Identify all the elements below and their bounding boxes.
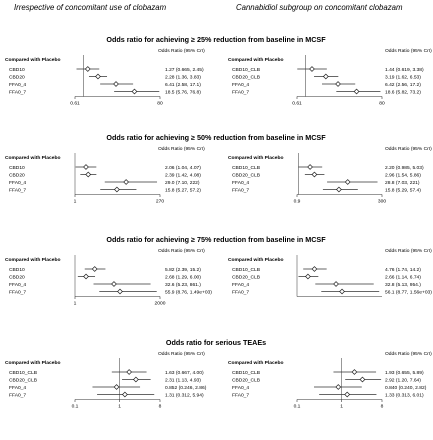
- row-label: CBD10_CLB: [9, 370, 37, 376]
- column-header: Odds Ratio (95% CrI): [158, 249, 205, 254]
- forest-section: [5, 235, 432, 307]
- x-tick-label: 0.1: [293, 404, 301, 410]
- row-label: FFA0_7: [9, 90, 27, 96]
- row-label: FFA0_7: [232, 90, 250, 96]
- x-tick-label: 2000: [154, 301, 166, 307]
- value-label: 1.27 (0.665, 2.45): [165, 67, 204, 73]
- point-estimate-marker: [310, 67, 315, 72]
- forest-row: [232, 370, 424, 376]
- point-estimate-marker: [134, 377, 139, 382]
- forest-row: [9, 74, 201, 80]
- column-header: Odds Ratio (95% CrI): [385, 49, 432, 54]
- row-label: FFA0_7: [9, 188, 27, 194]
- x-tick-label: 80: [379, 101, 385, 107]
- x-tick-label: 1: [73, 199, 77, 205]
- point-estimate-marker: [96, 74, 101, 79]
- group-label: Compared with Placebo: [5, 156, 61, 161]
- value-label: 18.5 (5.76, 76.8): [165, 90, 201, 96]
- row-label: FFA0_7: [232, 393, 250, 399]
- column-header: Odds Ratio (95% CrI): [158, 352, 205, 357]
- point-estimate-marker: [312, 267, 317, 272]
- point-estimate-marker: [354, 89, 359, 94]
- value-label: 15.8 (5.27, 57.2): [165, 188, 201, 194]
- point-estimate-marker: [336, 82, 341, 87]
- row-label: FFA0_4: [232, 282, 250, 288]
- x-tick-label: 300: [377, 199, 387, 205]
- value-label: 18.6 (5.82, 73.2): [385, 90, 421, 96]
- row-label: FFA0_7: [232, 290, 250, 296]
- point-estimate-marker: [123, 392, 128, 397]
- forest-row: [232, 67, 424, 73]
- point-estimate-marker: [352, 370, 357, 375]
- point-estimate-marker: [84, 165, 89, 170]
- forest-row: [9, 82, 201, 88]
- point-estimate-marker: [114, 385, 119, 390]
- forest-row: [232, 377, 421, 383]
- row-label: FFA0_4: [232, 82, 250, 88]
- row-label: CBD20: [9, 275, 25, 281]
- value-label: 55.9 (8.76, 1.49e+03): [165, 290, 212, 296]
- forest-row: [232, 385, 427, 391]
- forest-row: [9, 165, 201, 171]
- row-label: CBD10: [9, 165, 25, 171]
- point-estimate-marker: [124, 180, 129, 185]
- forest-row: [9, 385, 207, 391]
- row-label: FFA0_4: [232, 180, 250, 186]
- forest-row: [232, 289, 432, 295]
- row-label: FFA0_7: [9, 290, 27, 296]
- row-label: CBD20: [9, 173, 25, 179]
- x-tick-label: 0.61: [70, 101, 80, 107]
- group-label: Compared with Placebo: [228, 58, 284, 63]
- value-label: 0.840 (0.240, 2.82): [385, 385, 427, 391]
- column-header: Odds Ratio (95% CrI): [385, 249, 432, 254]
- x-tick-label: 270: [155, 199, 165, 205]
- value-label: 3.19 (1.62, 6.53): [385, 75, 421, 81]
- point-estimate-marker: [114, 82, 119, 87]
- forest-row: [9, 89, 201, 95]
- row-label: FFA0_4: [9, 385, 27, 391]
- value-label: 1.44 (0.619, 3.38): [385, 67, 424, 73]
- x-tick-label: 1: [118, 404, 122, 410]
- forest-section: [5, 133, 432, 205]
- value-label: 2.20 (0.985, 5.03): [385, 165, 424, 171]
- forest-row: [9, 377, 201, 383]
- point-estimate-marker: [345, 392, 350, 397]
- column-header: Odds Ratio (95% CrI): [385, 147, 432, 152]
- x-tick-label: 0.1: [71, 404, 79, 410]
- forest-row: [232, 165, 424, 171]
- group-label: Compared with Placebo: [228, 258, 284, 263]
- row-label: FFA0_7: [9, 393, 27, 399]
- group-label: Compared with Placebo: [5, 58, 61, 63]
- right-column-heading: Cannabidiol subgroup on concomitant clobazam: [236, 3, 403, 12]
- forest-row: [232, 82, 421, 88]
- forest-row: [232, 267, 421, 273]
- forest-row: [232, 187, 421, 193]
- section-title: Odds ratio for achieving ≥ 50% reduction from baseline in MCSF: [106, 133, 326, 142]
- row-label: CBD10: [9, 67, 25, 73]
- left-column-heading: Irrespective of concomitant use of clobazam: [14, 3, 167, 12]
- value-label: 32.8 (5.13, 954.): [385, 282, 421, 288]
- group-label: Compared with Placebo: [5, 258, 61, 263]
- value-label: 2.96 (1.54, 5.86): [385, 173, 421, 179]
- value-label: 28.8 (7.03, 221): [385, 180, 420, 186]
- column-header: Odds Ratio (95% CrI): [158, 147, 205, 152]
- value-label: 32.6 (5.23, 861.): [165, 282, 201, 288]
- forest-panel: [228, 146, 432, 205]
- row-label: FFA0_4: [9, 282, 27, 288]
- section-title: Odds ratio for achieving ≥ 75% reduction from baseline in MCSF: [106, 235, 326, 244]
- forest-row: [9, 180, 200, 186]
- point-estimate-marker: [92, 267, 97, 272]
- group-label: Compared with Placebo: [5, 361, 61, 366]
- forest-row: [9, 172, 201, 178]
- column-header: Odds Ratio (95% CrI): [158, 49, 205, 54]
- value-label: 2.39 (1.42, 4.08): [165, 173, 201, 179]
- point-estimate-marker: [334, 282, 339, 287]
- row-label: CBD20_CLB: [9, 378, 37, 384]
- forest-panel: [5, 146, 205, 205]
- value-label: 2.92 (1.20, 7.64): [385, 378, 421, 384]
- point-estimate-marker: [336, 385, 341, 390]
- forest-panel: [228, 48, 432, 107]
- point-estimate-marker: [127, 370, 132, 375]
- forest-row: [232, 89, 421, 95]
- value-label: 5.82 (2.39, 15.2): [165, 267, 201, 273]
- point-estimate-marker: [306, 274, 311, 279]
- value-label: 2.28 (1.36, 3.83): [165, 75, 201, 81]
- row-label: CBD10: [9, 267, 25, 273]
- point-estimate-marker: [86, 172, 91, 177]
- forest-row: [232, 172, 421, 178]
- forest-panel: [228, 248, 432, 297]
- row-label: FFA0_4: [232, 385, 250, 391]
- point-estimate-marker: [308, 165, 313, 170]
- point-estimate-marker: [337, 187, 342, 192]
- value-label: 1.33 (0.313, 6.01): [385, 393, 424, 399]
- point-estimate-marker: [323, 74, 328, 79]
- row-label: CBD20_CLB: [232, 173, 260, 179]
- point-estimate-marker: [118, 289, 123, 294]
- point-estimate-marker: [115, 187, 120, 192]
- column-header: Odds Ratio (95% CrI): [385, 352, 432, 357]
- value-label: 15.8 (5.29, 57.4): [385, 188, 421, 194]
- x-tick-label: 1: [340, 404, 344, 410]
- forest-row: [9, 392, 204, 398]
- point-estimate-marker: [84, 274, 89, 279]
- forest-row: [9, 282, 201, 288]
- value-label: 29.0 (7.10, 222): [165, 180, 200, 186]
- x-tick-label: 80: [157, 101, 163, 107]
- value-label: 2.66 (1.14, 6.74): [385, 275, 421, 281]
- value-label: 1.93 (0.655, 5.89): [385, 370, 424, 376]
- value-label: 6.42 (2.56, 17.2): [385, 82, 421, 88]
- forest-row: [232, 274, 421, 280]
- row-label: CBD10_CLB: [232, 267, 260, 273]
- forest-row: [232, 392, 424, 398]
- value-label: 2.68 (1.29, 6.00): [165, 275, 201, 281]
- group-label: Compared with Placebo: [228, 156, 284, 161]
- row-label: CBD20_CLB: [232, 378, 260, 384]
- value-label: 4.76 (1.74, 14.2): [385, 267, 421, 273]
- row-label: CBD10_CLB: [232, 165, 260, 171]
- value-label: 56.1 (8.77, 1.56e+03): [385, 290, 432, 296]
- forest-panel: [5, 351, 207, 410]
- forest-section: [5, 338, 432, 410]
- value-label: 1.63 (0.667, 4.00): [165, 370, 204, 376]
- forest-row: [9, 274, 201, 280]
- x-tick-label: 0.61: [292, 101, 302, 107]
- row-label: CBD10_CLB: [232, 370, 260, 376]
- value-label: 2.06 (1.04, 4.07): [165, 165, 201, 171]
- x-tick-label: 1: [73, 301, 77, 307]
- point-estimate-marker: [132, 89, 137, 94]
- point-estimate-marker: [112, 282, 117, 287]
- section-title: Odds ratio for achieving ≥ 25% reduction from baseline in MCSF: [106, 35, 326, 44]
- point-estimate-marker: [360, 377, 365, 382]
- row-label: FFA0_7: [232, 188, 250, 194]
- value-label: 1.31 (0.312, 5.94): [165, 393, 204, 399]
- forest-row: [232, 74, 421, 80]
- row-label: CBD20: [9, 75, 25, 81]
- section-title: Odds ratio for serious TEAEs: [165, 338, 267, 347]
- point-estimate-marker: [340, 289, 345, 294]
- forest-row: [232, 180, 420, 186]
- point-estimate-marker: [312, 172, 317, 177]
- x-tick-label: 0.9: [293, 199, 301, 205]
- forest-section: [5, 35, 432, 107]
- forest-row: [9, 187, 201, 193]
- forest-panel: [5, 248, 212, 307]
- x-tick-label: 8: [380, 404, 384, 410]
- row-label: FFA0_4: [9, 180, 27, 186]
- forest-row: [9, 67, 204, 73]
- value-label: 6.41 (2.58, 17.1): [165, 82, 201, 88]
- row-label: CBD20_CLB: [232, 75, 260, 81]
- row-label: FFA0_4: [9, 82, 27, 88]
- forest-row: [232, 282, 421, 288]
- forest-row: [9, 370, 204, 376]
- row-label: CBD10_CLB: [232, 67, 260, 73]
- forest-row: [9, 267, 201, 273]
- value-label: 0.852 (0.246, 2.86): [165, 385, 207, 391]
- group-label: Compared with Placebo: [228, 361, 284, 366]
- forest-panel: [5, 48, 205, 107]
- row-label: CBD20_CLB: [232, 275, 260, 281]
- point-estimate-marker: [85, 67, 90, 72]
- forest-panel: [228, 351, 432, 410]
- forest-row: [9, 289, 212, 295]
- value-label: 2.31 (1.13, 4.93): [165, 378, 201, 384]
- point-estimate-marker: [345, 180, 350, 185]
- x-tick-label: 8: [158, 404, 162, 410]
